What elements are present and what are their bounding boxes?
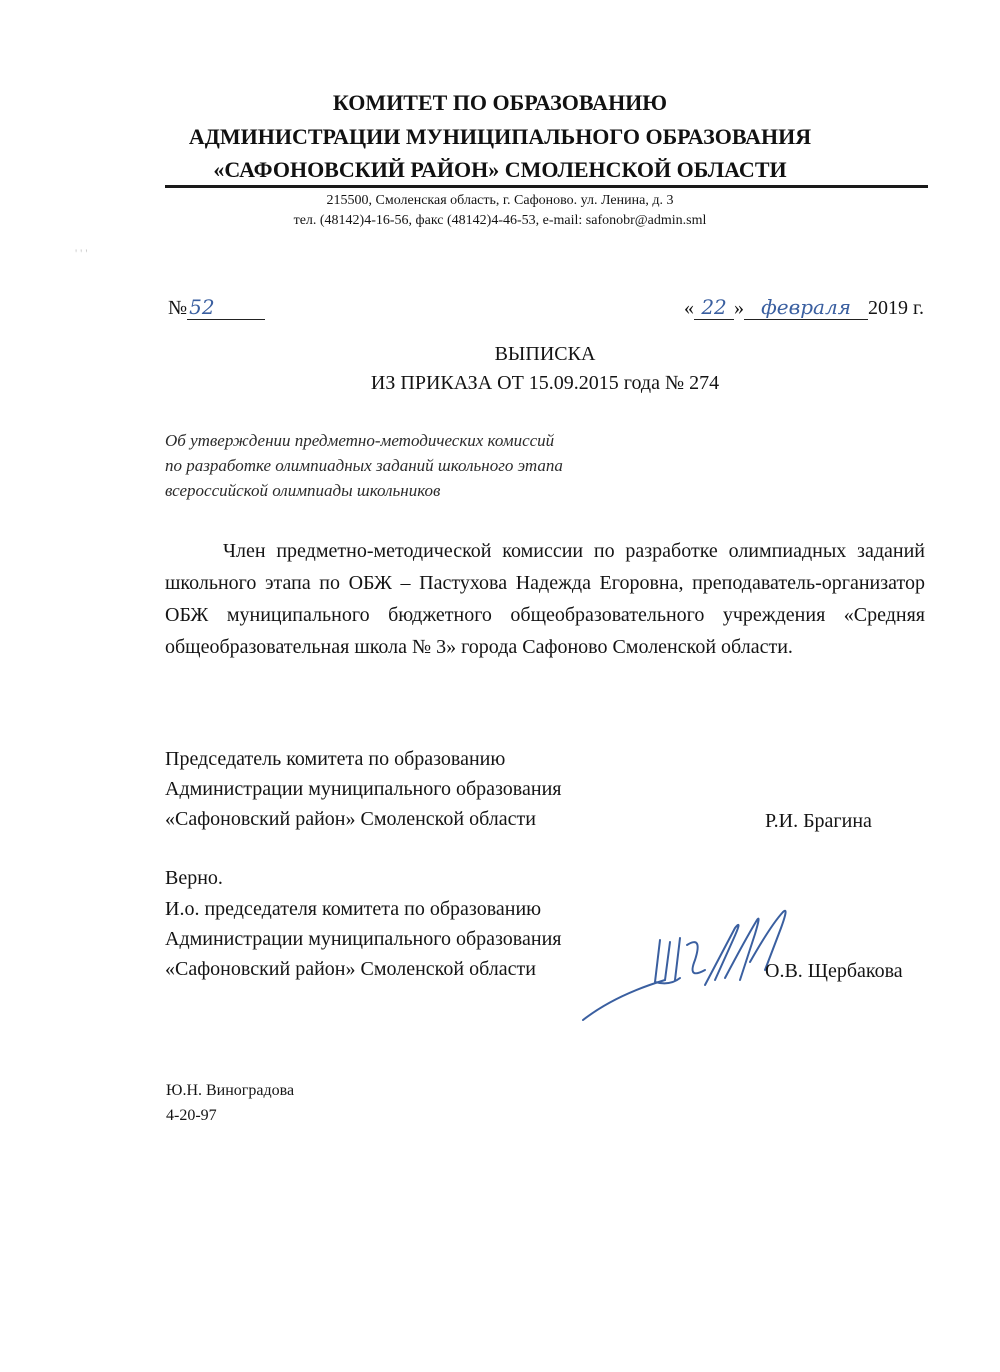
chairman-title-line-1: Председатель комитета по образованию	[165, 748, 506, 770]
subject-line-1: Об утверждении предметно-методических комиссий	[165, 431, 555, 450]
reg-date	[684, 296, 924, 320]
certified-name: О.В. Щербакова	[765, 960, 903, 982]
date-day-handwritten: 22	[701, 295, 727, 319]
executor-name: Ю.Н. Виноградова	[166, 1082, 295, 1099]
scan-margin-mark: ' ' '	[75, 246, 88, 260]
subject-line-2: по разработке олимпиадных заданий школьного этапа	[165, 456, 563, 475]
certified-label: Верно.	[165, 867, 223, 889]
body-paragraph: Член предметно-методической комиссии по разработке олимпиадных заданий школьного этапа по ОБЖ – Пастухова Надежда Егоровна, преподаватель-организатор ОБЖ муниципального бюджетного общеобразовательного учреждения «Средняя общеобразовательная школа № 3» города Сафоново Смоленской области.	[165, 540, 925, 658]
date-month-handwritten: февраля	[761, 295, 851, 319]
chairman-title-line-3: «Сафоновский район» Смоленской области	[165, 808, 536, 830]
org-address: 215500, Смоленская область, г. Сафоново. ул. Ленина, д. 3	[326, 193, 674, 208]
reg-number	[168, 296, 265, 320]
date-close-quote: »	[734, 297, 745, 319]
org-name-line-3: «САФОНОВСКИЙ РАЙОН» СМОЛЕНСКОЙ ОБЛАСТИ	[213, 157, 787, 182]
org-name-line-1: КОМИТЕТ ПО ОБРАЗОВАНИЮ	[332, 90, 668, 115]
header-divider	[165, 185, 928, 188]
executor-phone: 4-20-97	[166, 1107, 217, 1124]
chairman-name: Р.И. Брагина	[765, 810, 872, 832]
org-name-line-2: АДМИНИСТРАЦИИ МУНИЦИПАЛЬНОГО ОБРАЗОВАНИЯ	[188, 124, 812, 149]
doc-subtitle: ИЗ ПРИКАЗА ОТ 15.09.2015 года № 274	[370, 372, 720, 394]
reg-number-label: №	[168, 297, 188, 319]
reg-number-field	[187, 296, 265, 320]
certified-title-line-3: «Сафоновский район» Смоленской области	[165, 958, 536, 980]
certified-title-line-2: Администрации муниципального образования	[165, 928, 562, 950]
chairman-title-line-2: Администрации муниципального образования	[165, 778, 562, 800]
certified-title-line-1: И.о. председателя комитета по образованию	[165, 898, 542, 920]
doc-title: ВЫПИСКА	[494, 343, 596, 365]
date-year: 2019 г.	[868, 297, 924, 319]
date-month-field	[744, 296, 868, 320]
date-open-quote: «	[684, 297, 695, 319]
date-day-field	[694, 296, 734, 320]
reg-number-handwritten: 52	[189, 295, 215, 319]
org-contacts: тел. (48142)4-16-56, факс (48142)4-46-53, e-mail: safonobr@admin.sml	[293, 213, 707, 228]
subject-line-3: всероссийской олимпиады школьников	[165, 481, 441, 500]
